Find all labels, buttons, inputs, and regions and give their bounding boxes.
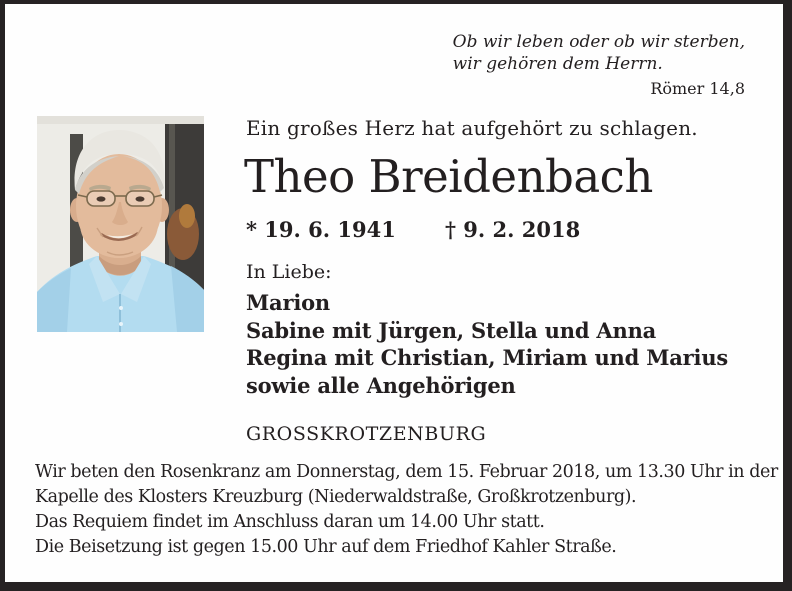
schedule-line: Die Beisetzung ist gegen 15.00 Uhr auf dem Friedhof Kahler Straße.: [35, 537, 617, 557]
family-name-line: Sabine mit Jürgen, Stella und Anna: [246, 317, 657, 343]
life-dates: [246, 217, 716, 242]
schedule-line: Kapelle des Klosters Kreuzburg (Niederwaldstraße, Großkrotzenburg).: [35, 487, 637, 507]
quote-attribution: Römer 14,8: [650, 79, 745, 98]
deceased-photo: [37, 116, 204, 332]
schedule-line: Wir beten den Rosenkranz am Donnerstag, dem 15. Februar 2018, um 13.30 Uhr in der: [35, 462, 778, 482]
family-names: [246, 289, 728, 399]
service-schedule: [35, 460, 778, 560]
farewell-salutation: In Liebe:: [246, 261, 332, 283]
family-name-line: Regina mit Christian, Miriam und Marius: [246, 345, 729, 370]
family-name-line: sowie alle Angehörigen: [246, 372, 516, 398]
opening-line: Ein großes Herz hat aufgehört zu schlagen.: [246, 116, 698, 140]
deceased-name: Theo Breidenbach: [244, 150, 653, 203]
schedule-line: Das Requiem findet im Anschluss daran um 14.00 Uhr statt.: [35, 512, 545, 532]
family-name-line: Marion: [246, 290, 330, 315]
location-name: GROSSKROTZENBURG: [246, 423, 487, 445]
bible-quote: [453, 31, 745, 100]
death-date: † 9. 2. 2018: [445, 217, 581, 242]
quote-line-1: Ob wir leben oder ob wir sterben,: [452, 32, 745, 52]
quote-line-2: wir gehören dem Herrn.: [452, 54, 663, 74]
birth-date: * 19. 6. 1941: [246, 217, 396, 242]
